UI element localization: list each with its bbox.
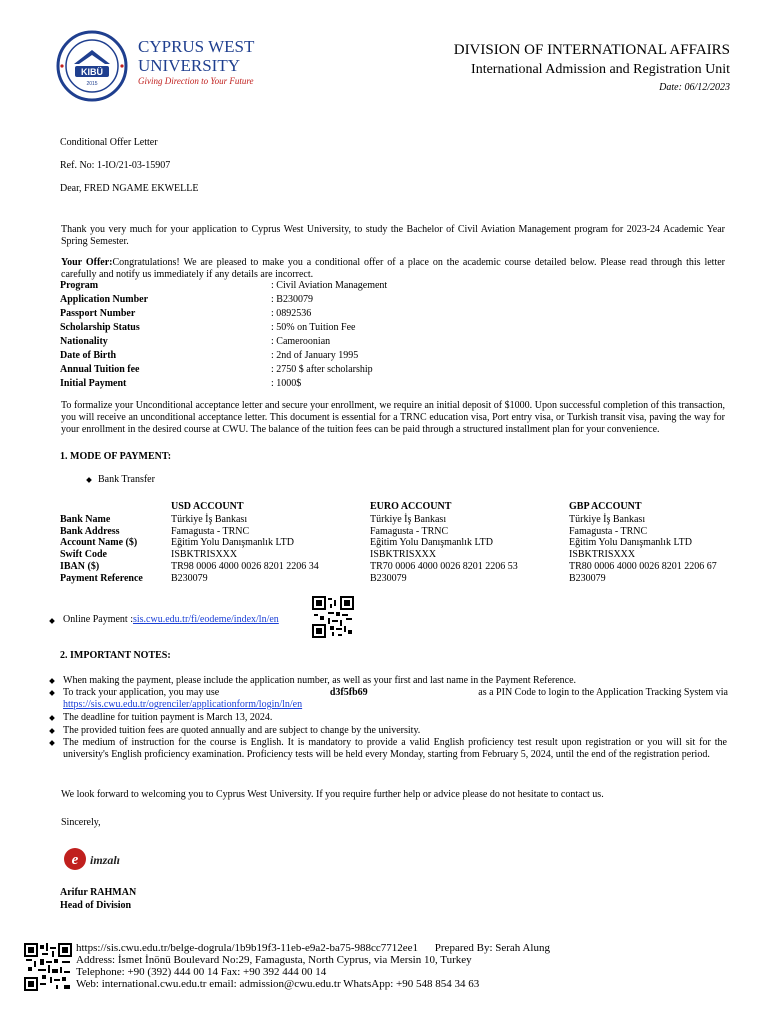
note-english-proficiency: The medium of instruction for the course is English. It is mandatory to provide a valid English proficiency test result upon registration or you will sit for the university's English proficiency examination. Proficiency tests will be held every Monday, starting from February 5, 2024, until the end of the registration period. [63,737,727,760]
detail-value: : Civil Aviation Management [271,280,388,291]
offer-paragraph [61,257,725,281]
closing-paragraph: We look forward to welcoming you to Cyprus West University. If you require further help or advice please do not hesitate to contact us. [61,789,604,800]
note-deadline: The deadline for tuition payment is March 13, 2024. [63,712,273,723]
detail-label: Scholarship Status [60,322,140,333]
bank-row-label: Bank Address [60,526,120,537]
bullet-icon [49,618,55,624]
logo-seal-icon [48,30,136,102]
footer-verify-line [76,942,550,954]
payment-qr-code [312,596,354,638]
signer-name: Arifur RAHMAN [60,887,137,898]
note-tracking-line [63,687,728,699]
logo-year: 2015 [86,81,98,87]
bank-cell-eur: TR70 0006 4000 0026 8201 2206 53 [370,561,518,572]
university-motto: Giving Direction to Your Future [138,76,254,86]
letter-date: Date: 06/12/2023 [659,82,730,93]
footer-telephone: Telephone: +90 (392) 444 00 14 Fax: +90 392 444 00 14 [76,966,327,978]
salutation-prefix: Dear, [60,183,82,194]
bank-cell-eur: Famagusta - TRNC [370,526,449,537]
detail-label: Initial Payment [60,378,127,389]
bank-cell-gbp: B230079 [569,573,606,584]
footer-block [76,942,550,990]
bank-cell-usd: B230079 [171,573,208,584]
header-gbp-account: GBP ACCOUNT [569,501,642,512]
signer-title: Head of Division [60,900,132,911]
detail-value: : 2nd of January 1995 [271,350,359,361]
university-name [138,37,254,75]
verification-qr-code [24,943,72,991]
note-fees-change: The provided tuition fees are quoted annually and are subject to change by the university. [63,725,421,736]
online-payment-line [63,614,279,626]
section-important-notes: 2. IMPORTANT NOTES: [60,650,171,661]
prepared-by: Prepared By: Serah Alung [434,942,550,954]
university-name-line2: UNIVERSITY [138,56,240,75]
logo-text: KIBÜ [81,67,103,77]
division-title: DIVISION OF INTERNATIONAL AFFAIRS [453,42,730,58]
detail-label: Date of Birth [60,350,117,361]
recipient-name: FRED NGAME EKWELLE [84,183,199,194]
bank-cell-usd: Eğitim Yolu Danışmanlık LTD [171,537,294,548]
svg-text:e: e [71,852,79,868]
e-signature [62,845,142,873]
note-tracking-text-a: To track your application, you may use [63,687,220,698]
bank-cell-gbp: Eğitim Yolu Danışmanlık LTD [569,537,692,548]
bullet-icon [49,740,55,746]
header-usd-account: USD ACCOUNT [171,501,244,512]
bank-row-label: Bank Name [60,514,111,525]
sincerely: Sincerely, [61,817,101,828]
bullet-icon [49,678,55,684]
online-payment-label: Online Payment : [63,614,133,625]
bank-cell-usd: ISBKTRISXXX [171,549,238,560]
detail-value: : B230079 [271,294,313,305]
bank-row-label: Account Name ($) [60,537,138,548]
reference-number: Ref. No: 1-IO/21-03-15907 [60,160,171,171]
header-euro-account: EURO ACCOUNT [370,501,452,512]
tracking-link-line [63,699,302,711]
bank-row-label: IBAN ($) [60,561,100,572]
section-mode-of-payment: 1. MODE OF PAYMENT: [60,451,172,462]
bank-row-label: Payment Reference [60,573,143,584]
bank-cell-usd: TR98 0006 4000 0026 8201 2206 34 [171,561,319,572]
bullet-icon [86,477,92,483]
bank-transfer-label: Bank Transfer [98,474,155,485]
e-signature-icon [62,845,142,873]
detail-label: Passport Number [60,308,136,319]
signature-text: imzalı [90,853,121,867]
detail-value: : 0892536 [271,308,312,319]
letter-title: Conditional Offer Letter [60,137,158,148]
online-payment-link[interactable]: sis.cwu.edu.tr/fi/eodeme/index/ln/en [133,614,279,625]
note-payment-reference: When making the payment, please include the application number, as well as your first and last name in the Payment Reference. [63,675,577,686]
bank-cell-eur: Eğitim Yolu Danışmanlık LTD [370,537,493,548]
bullet-icon [49,728,55,734]
detail-label: Nationality [60,336,108,347]
bullet-icon [49,690,55,696]
verification-url: https://sis.cwu.edu.tr/belge-dogrula/1b9b19f3-11eb-e9a2-ba75-988cc7712ee1 [76,942,419,954]
bank-cell-gbp: ISBKTRISXXX [569,549,636,560]
bullet-icon [49,715,55,721]
detail-value: : 1000$ [271,378,302,389]
detail-label: Application Number [60,294,149,305]
formalize-paragraph: To formalize your Unconditional acceptance letter and secure your enrollment, we require an initial deposit of $1000. Upon successful completion of this transaction, you will receive an unconditional acceptance letter. This document is essential for a TRNC education visa, Port entry visa, or Turkish transit visa, paving the way for your enrollment in the desired course at CWU. The balance of the tuition fees can be paid through a structured installment plan for your convenience. [61,400,725,435]
detail-value: : 2750 $ after scholarship [271,364,373,375]
bank-cell-gbp: Türkiye İş Bankası [569,514,646,525]
footer-web: Web: international.cwu.edu.tr email: admission@cwu.edu.tr WhatsApp: +90 548 854 34 63 [76,978,480,990]
bank-cell-eur: Türkiye İş Bankası [370,514,447,525]
footer-address: Address: İsmet İnönü Boulevard No:29, Famagusta, North Cyprus, via Mersin 10, Turkey [76,954,472,966]
detail-label: Annual Tuition fee [60,364,140,375]
qr-code-icon [312,596,354,638]
university-logo [48,30,136,102]
bank-cell-eur: ISBKTRISXXX [370,549,437,560]
unit-title: International Admission and Registration Unit [471,62,730,77]
bank-cell-usd: Türkiye İş Bankası [171,514,248,525]
bank-cell-gbp: TR80 0006 4000 0026 8201 2206 67 [569,561,717,572]
bank-cell-usd: Famagusta - TRNC [171,526,250,537]
detail-label: Program [60,280,99,291]
bank-cell-eur: B230079 [370,573,407,584]
detail-value: : Cameroonian [271,336,331,347]
university-name-line1: CYPRUS WEST [138,37,255,56]
offer-text: Congratulations! We are pleased to make you a conditional offer of a place on the academic course detailed below. Please read through this letter carefully and notify us immediately if any details are incorrect. [61,257,725,280]
intro-paragraph: Thank you very much for your application to Cyprus West University, to study the Bachelor of Civil Aviation Management program for 2023-24 Academic Year Spring Semester. [61,224,725,247]
tracking-system-link[interactable]: https://sis.cwu.edu.tr/ogrenciler/applicationform/login/ln/en [63,699,303,710]
detail-value: : 50% on Tuition Fee [271,322,356,333]
note-tracking-text-b: as a PIN Code to login to the Application Tracking System via [478,687,728,698]
bank-cell-gbp: Famagusta - TRNC [569,526,648,537]
pin-code: d3f5fb69 [329,687,368,698]
qr-code-icon [24,943,72,991]
salutation [60,183,198,195]
bank-row-label: Swift Code [60,549,107,560]
offer-label: Your Offer: [61,257,113,268]
